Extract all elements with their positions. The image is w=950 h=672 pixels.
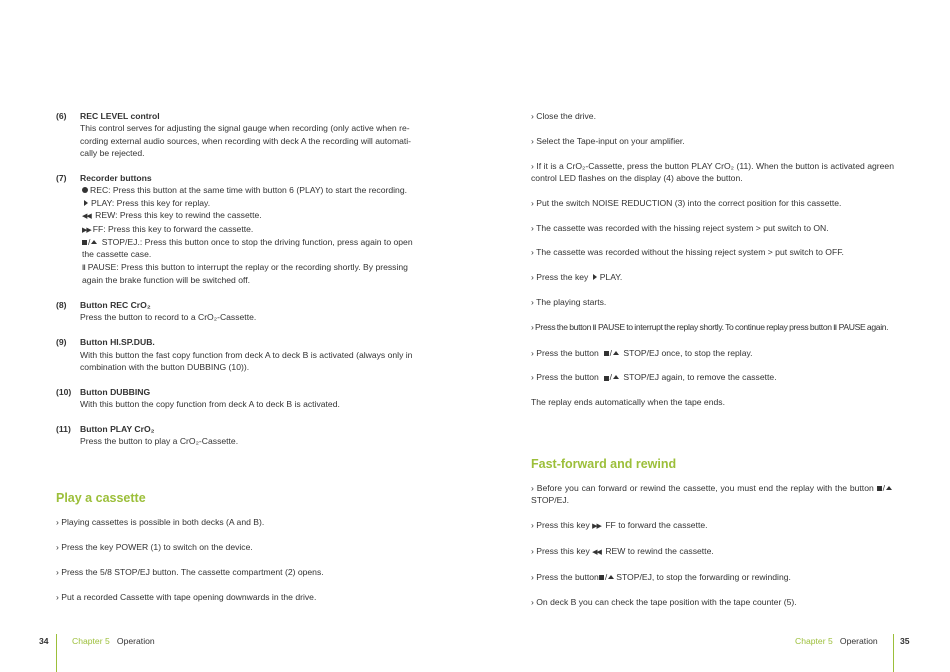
section-label: Operation (839, 636, 878, 646)
item-line: With this button the copy function from deck A to deck B is activated. (80, 399, 340, 410)
footer-divider-right (893, 634, 894, 672)
footer-left-chapter (72, 635, 155, 647)
item-title: Button REC CrO₂ (80, 300, 151, 311)
paragraph: › On deck B you can check the tape position with the tape counter (5). (531, 596, 797, 607)
item-hi-sp-dub (56, 336, 419, 373)
stop-icon (877, 486, 882, 491)
right-column (531, 110, 894, 620)
item-line: cording external audio sources, when recording with deck A the recording will automati- (80, 135, 412, 146)
play-icon (84, 200, 88, 206)
item-number: (11) (56, 424, 71, 435)
paragraph: › Press the key POWER (1) to switch on the device. (56, 542, 253, 553)
pause-icon: ǁ (592, 322, 596, 332)
paragraph: › Select the Tape-input on your amplifier. (531, 135, 685, 146)
paragraph-stop-forwarding: › Press the button / STOP/EJ, to stop the forwarding or rewinding. (531, 571, 791, 582)
rec-line: REC: Press this button at the same time with button 6 (PLAY) to start the recording. (80, 184, 419, 196)
paragraph-press-rew: › Press this key ◀◀ REW to rewind the cassette. (531, 545, 714, 556)
item-line: Press the button to play a CrO₂-Cassette. (80, 436, 239, 447)
item-number: (6) (56, 111, 67, 121)
spacer (56, 460, 419, 490)
pause-icon: ǁ (82, 262, 86, 272)
item-recorder-buttons (56, 172, 419, 287)
footer-right-chapter (795, 635, 878, 647)
item-line: Press the button to record to a CrO₂-Cassette. (80, 312, 257, 323)
item-number: (8) (56, 300, 67, 311)
pause-line-cont: again the brake function will be switched off. (82, 275, 250, 286)
item-line: cally be rejected. (80, 148, 145, 159)
item-title: REC LEVEL control (80, 111, 160, 121)
page-number-left: 34 (39, 636, 49, 646)
paragraph: The replay ends automatically when the tape ends. (531, 397, 725, 408)
footer-right (900, 635, 910, 647)
item-title: Button DUBBING (80, 386, 151, 397)
item-rec-level (56, 110, 419, 160)
item-number: (9) (56, 337, 67, 348)
rew-line: ◀◀ REW: Press this key to rewind the cassette. (82, 210, 262, 221)
item-play-cro2 (56, 423, 419, 448)
stop-icon (82, 240, 87, 245)
paragraph: › Put a recorded Cassette with tape opening downwards in the drive. (56, 591, 317, 602)
paragraph-press-play: › Press the key PLAY. (531, 272, 623, 283)
eject-icon (608, 575, 614, 579)
chapter-label: Chapter 5 (795, 636, 833, 646)
eject-icon (91, 240, 97, 244)
heading-play-cassette: Play a cassette (56, 491, 146, 506)
footer-left (39, 635, 49, 647)
spacer (531, 421, 894, 456)
item-title: Button HI.SP.DUB. (80, 337, 155, 348)
paragraph: › Playing cassettes is possible in both decks (A and B). (56, 517, 265, 528)
fast-forward-icon: ▶▶ (82, 225, 91, 234)
pause-line: ǁ PAUSE: Press this button to interrupt the replay or the recording shortly. By pressing (82, 261, 408, 272)
pause-icon: ǁ (833, 322, 837, 332)
eject-icon (613, 351, 619, 355)
rewind-icon: ◀◀ (82, 212, 91, 221)
paragraph-stop-again: › Press the button / STOP/EJ again, to remove the cassette. (531, 372, 777, 383)
left-column (56, 110, 419, 615)
eject-icon (886, 486, 892, 490)
paragraph-pause: › Press the button ǁ PAUSE to interrupt the replay shortly. To continue replay press button ǁ PAUSE again. (531, 321, 889, 332)
paragraph: › The playing starts. (531, 296, 607, 307)
heading-fast-forward: Fast-forward and rewind (531, 456, 677, 471)
item-dubbing (56, 386, 419, 411)
play-icon (593, 274, 597, 280)
paragraph: › Press the 5/8 STOP/EJ button. The cassette compartment (2) opens. (56, 566, 324, 577)
stop-icon (599, 575, 604, 580)
item-line: With this button the fast copy function from deck A to deck B is activated (always only in (80, 349, 413, 360)
paragraph: › Put the switch NOISE REDUCTION (3) into the correct position for this cassette. (531, 197, 842, 208)
item-rec-cro2 (56, 299, 419, 324)
paragraph: › Close the drive. (531, 111, 596, 121)
paragraph: › If it is a CrO₂-Cassette, press the button PLAY CrO₂ (11). When the button is activated agreen control LED flashes on the display (4) above the button. (531, 160, 894, 183)
stop-line: / STOP/EJ.: Press this button once to stop the driving function, press again to open (80, 236, 419, 248)
chapter-label: Chapter 5 (72, 636, 110, 646)
stop-icon (604, 351, 609, 356)
item-number: (7) (56, 173, 67, 184)
item-line: This control serves for adjusting the signal gauge when recording (only active when re- (80, 123, 410, 134)
paragraph: › The cassette was recorded with the hissing reject system > put switch to ON. (531, 222, 829, 233)
stop-line-cont: the cassette case. (82, 249, 152, 260)
paragraph-press-ff: › Press this key ▶▶ FF to forward the cassette. (531, 520, 708, 531)
paragraph: › The cassette was recorded without the hissing reject system > put switch to OFF. (531, 247, 844, 258)
section-label: Operation (116, 636, 155, 646)
ff-line: ▶▶ FF: Press this key to forward the cassette. (82, 223, 254, 234)
item-title: Button PLAY CrO₂ (80, 424, 155, 435)
item-title: Recorder buttons (80, 173, 152, 184)
footer-divider-left (56, 634, 57, 672)
rewind-icon: ◀◀ (592, 547, 601, 556)
record-dot-icon (82, 187, 88, 193)
item-line: combination with the button DUBBING (10)). (80, 362, 250, 373)
item-number: (10) (56, 386, 72, 397)
paragraph-stop-once: › Press the button / STOP/EJ once, to stop the replay. (531, 347, 753, 358)
eject-icon (613, 375, 619, 379)
paragraph-before-forward: › Before you can forward or rewind the cassette, you must end the replay with the button /STOP/EJ. (531, 482, 894, 507)
page-number-right: 35 (900, 636, 910, 646)
stop-icon (604, 376, 609, 381)
play-line: PLAY: Press this key for replay. (80, 197, 419, 209)
fast-forward-icon: ▶▶ (592, 522, 601, 531)
